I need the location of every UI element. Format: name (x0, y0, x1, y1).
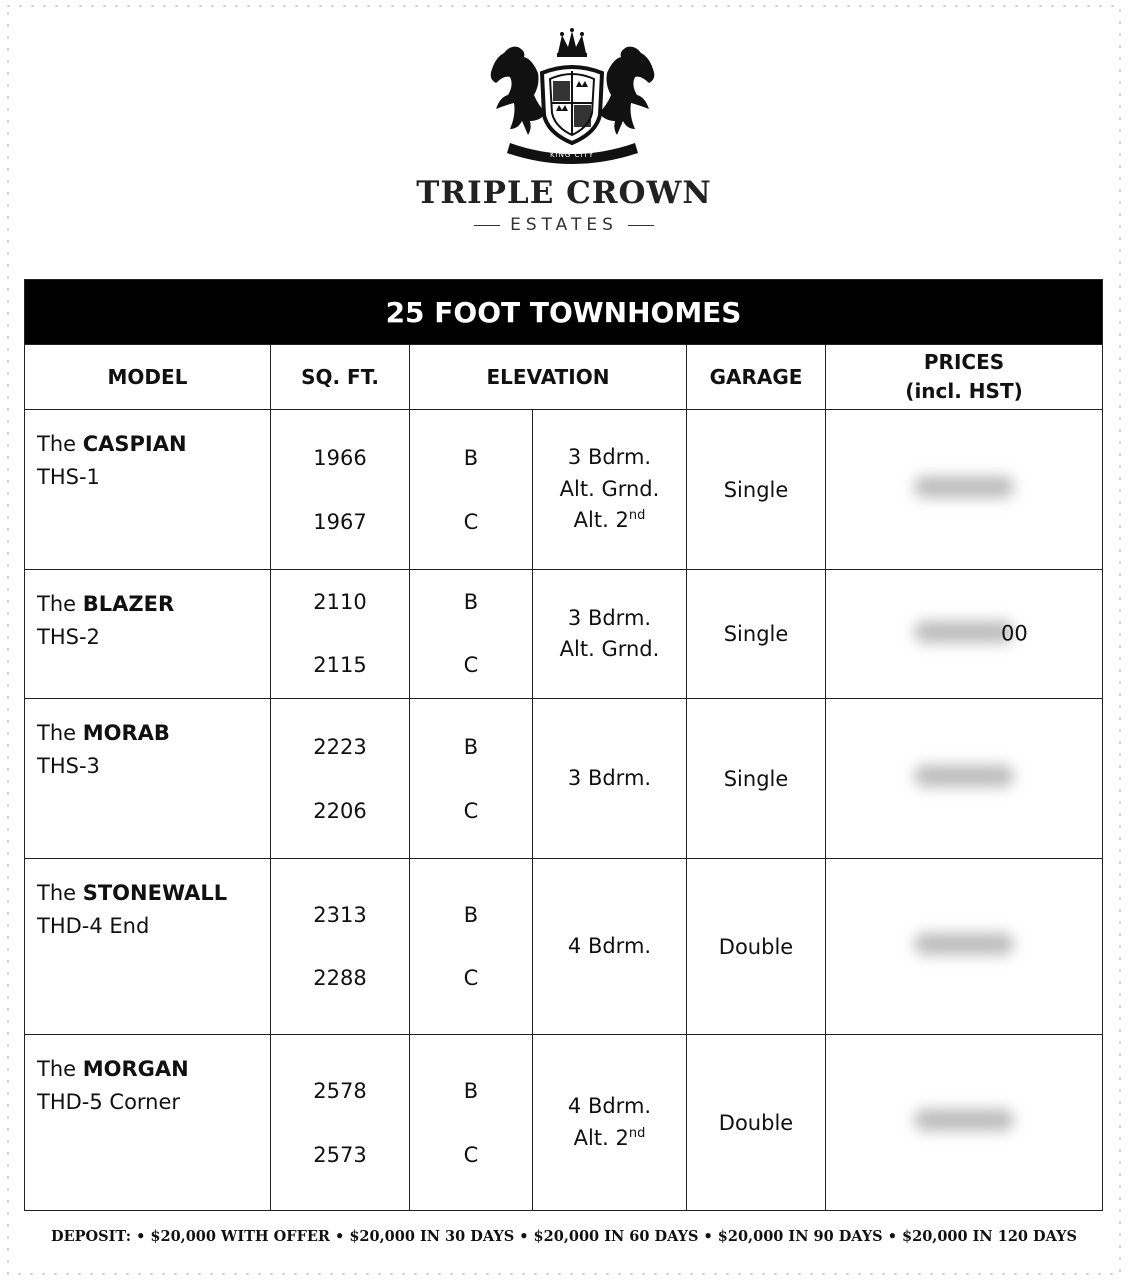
elevation-c: C (463, 965, 479, 990)
elevation-letter-cell (410, 410, 533, 570)
model-name: MORGAN (82, 1057, 189, 1081)
sqft-cell (271, 859, 410, 1035)
elevation-description-cell (533, 1035, 687, 1211)
model-name: MORAB (82, 721, 170, 745)
table-row (25, 570, 1103, 699)
rule-right (628, 225, 654, 226)
model-cell (25, 410, 271, 570)
elevation-description-cell: 4 Bdrm. (533, 859, 687, 1035)
brand-name: TRIPLE CROWN (416, 175, 712, 211)
deposit-schedule: DEPOSIT: • $20,000 WITH OFFER • $20,000 IN 30 DAYS • $20,000 IN 60 DAYS • $20,000 IN 90 DAYS • $20,000 IN 120 DAYS (51, 1228, 1077, 1245)
desc-line: Alt. Grnd. (559, 476, 660, 501)
desc-line: Alt. Grnd. (559, 637, 660, 661)
garage-cell: Double (687, 859, 826, 1035)
elevation-c: C (463, 509, 479, 534)
price-visible-fragment: 00 (1001, 621, 1028, 646)
sqft-cell (271, 570, 410, 699)
model-code: THS-3 (37, 753, 100, 778)
elevation-letter-cell (410, 859, 533, 1035)
model-cell (25, 1035, 271, 1211)
price-cell-blurred (826, 410, 1103, 570)
sqft-c: 2206 (313, 798, 367, 823)
shield-icon (542, 67, 602, 143)
elevation-description-cell: 3 Bdrm. (533, 699, 687, 859)
elevation-b: B (463, 445, 479, 470)
header-sqft: SQ. FT. (271, 345, 410, 410)
elevation-c: C (463, 653, 479, 677)
model-code: THS-1 (37, 464, 100, 489)
model-code: THD-5 Corner (37, 1089, 181, 1114)
price-cell-blurred (826, 859, 1103, 1035)
desc-line: Alt. 2 (573, 1125, 629, 1150)
elevation-letter-cell (410, 570, 533, 699)
model-cell (25, 699, 271, 859)
model-code: THS-2 (37, 624, 100, 649)
header-elevation: ELEVATION (410, 345, 687, 410)
model-prefix: The (37, 721, 83, 745)
elevation-b: B (463, 734, 479, 759)
sqft-cell (271, 699, 410, 859)
header-prices-line1: PRICES (923, 350, 1005, 374)
table-row (25, 410, 1103, 570)
header-prices (826, 345, 1103, 410)
elevation-description-cell (533, 410, 687, 570)
elevation-letter-cell (410, 699, 533, 859)
blurred-price (914, 476, 1014, 498)
pricing-table (24, 279, 1103, 1211)
sqft-c: 2288 (313, 965, 367, 990)
model-cell (25, 570, 271, 699)
header-prices-line2: (incl. HST) (905, 379, 1023, 403)
desc-line: Alt. 2 (573, 508, 629, 533)
garage-cell: Single (687, 410, 826, 570)
elevation-b: B (463, 902, 479, 927)
sqft-b: 2110 (313, 590, 367, 614)
left-horse-icon (491, 47, 546, 135)
table-row (25, 859, 1103, 1035)
garage-cell: Single (687, 570, 826, 699)
elevation-description-cell (533, 570, 687, 699)
model-prefix: The (37, 881, 83, 905)
model-name: BLAZER (82, 592, 175, 616)
model-prefix: The (37, 432, 83, 456)
king-city-banner (507, 143, 638, 164)
desc-superscript: nd (628, 508, 646, 524)
svg-text:KING CITY: KING CITY (549, 151, 595, 159)
elevation-b: B (463, 1078, 479, 1103)
model-code: THD-4 End (37, 913, 150, 938)
table-title: 25 FOOT TOWNHOMES (25, 280, 1103, 345)
sqft-b: 2578 (313, 1078, 367, 1103)
sqft-c: 2115 (313, 653, 367, 677)
table-row (25, 1035, 1103, 1211)
blurred-price (914, 621, 1014, 643)
sqft-b: 2313 (313, 902, 367, 927)
model-name: STONEWALL (82, 881, 228, 905)
desc-line: 3 Bdrm. (567, 605, 652, 630)
blurred-price (914, 1109, 1014, 1131)
price-cell-blurred (826, 1035, 1103, 1211)
model-prefix: The (37, 592, 83, 616)
header-garage: GARAGE (687, 345, 826, 410)
brand-subtitle (0, 215, 1128, 235)
desc-superscript: nd (628, 1125, 646, 1141)
desc-line: 4 Bdrm. (567, 1094, 652, 1118)
garage-cell: Single (687, 699, 826, 859)
right-horse-icon (599, 47, 654, 135)
model-prefix: The (37, 1057, 83, 1081)
desc-line: 3 Bdrm. (567, 445, 652, 470)
model-name: CASPIAN (82, 432, 187, 456)
sqft-b: 1966 (313, 445, 367, 470)
crown-icon (557, 28, 587, 57)
sqft-cell (271, 410, 410, 570)
elevation-letter-cell (410, 1035, 533, 1211)
elevation-c: C (463, 1142, 479, 1167)
model-cell (25, 859, 271, 1035)
rule-left (474, 225, 500, 226)
price-cell-blurred (826, 699, 1103, 859)
sqft-b: 2223 (313, 734, 367, 759)
elevation-b: B (463, 590, 479, 614)
price-cell-blurred (826, 570, 1103, 699)
triple-crown-crest-logo (470, 25, 675, 165)
sqft-c: 1967 (313, 509, 367, 534)
blurred-price (914, 933, 1014, 955)
sqft-cell (271, 1035, 410, 1211)
elevation-c: C (463, 798, 479, 823)
table-row (25, 699, 1103, 859)
header-model: MODEL (25, 345, 271, 410)
garage-cell: Double (687, 1035, 826, 1211)
brand-subtitle-text: ESTATES (510, 215, 618, 235)
blurred-price (914, 765, 1014, 787)
sqft-c: 2573 (313, 1142, 367, 1167)
